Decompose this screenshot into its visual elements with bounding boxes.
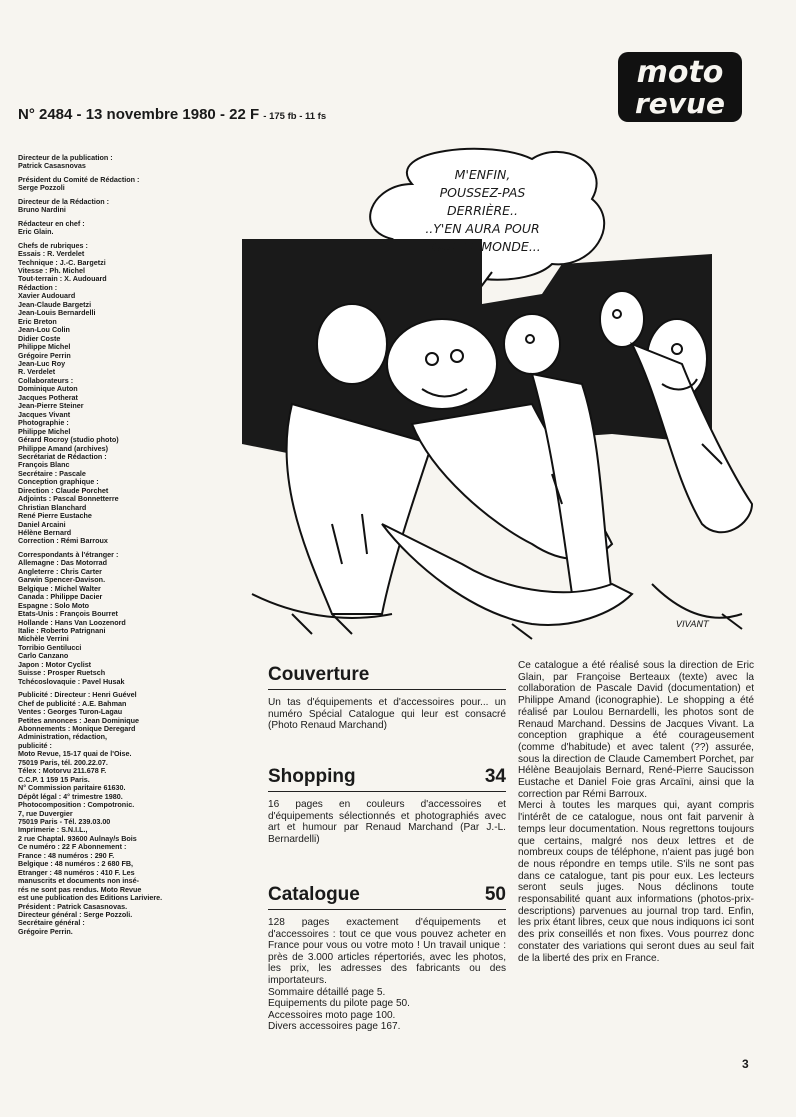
masthead-line: C.C.P. 1 159 15 Paris. <box>18 775 90 784</box>
section-page: 50 <box>484 884 506 905</box>
section-heading <box>268 884 506 910</box>
masthead-line: Angleterre : Chris Carter <box>18 567 102 576</box>
masthead-line: Ventes : Georges Turon-Lagau <box>18 708 123 717</box>
masthead-line: Jean-Pierre Steiner <box>18 402 84 411</box>
section-title: Catalogue <box>268 884 360 905</box>
section-heading <box>268 766 506 792</box>
page-ref: Divers accessoires page 167. <box>268 1021 401 1033</box>
masthead-line: Secrétaire : Pascale <box>18 469 86 478</box>
logo-line2: revue <box>635 87 725 120</box>
page-ref: Equipements du pilote page 50. <box>268 998 410 1010</box>
masthead-line: 7, rue Duvergier <box>18 809 73 818</box>
masthead-line: Ce numéro : 22 F Abonnement : <box>18 843 127 852</box>
logo-line1: moto <box>636 55 724 90</box>
section-text: Un tas d'équipements et d'accessoires pour... un numéro Spécial Catalogue qui leur est consacré (Photo Renaud Marchand) <box>268 697 506 732</box>
masthead-line: Adjoints : Pascal Bonnetterre <box>18 495 119 504</box>
masthead-line: Correction : Rémi Barroux <box>18 537 108 546</box>
speech-bubble-text <box>395 166 570 256</box>
masthead-line: Philippe Michel <box>18 343 71 352</box>
masthead-line: Michèle Verrini <box>18 635 69 644</box>
masthead-line: Conception graphique : <box>18 478 99 487</box>
masthead-line: Moto Revue, 15-17 quai de l'Oise. <box>18 750 132 759</box>
issue-line <box>18 106 326 123</box>
masthead-line: Secrétaire général : <box>18 919 85 928</box>
masthead-line: France : 48 numéros : 290 F. <box>18 851 115 860</box>
masthead-line: Canada : Philippe Dacier <box>18 593 103 602</box>
section-title: Shopping <box>268 766 356 787</box>
masthead-line: N° Commission paritaire 61630. <box>18 784 126 793</box>
masthead-line: Grégoire Perrin. <box>18 927 73 936</box>
page-number: 3 <box>742 1057 749 1071</box>
masthead-line: Hélène Bernard <box>18 529 72 538</box>
issue-info: N° 2484 - 13 novembre 1980 - 22 F <box>18 106 260 123</box>
masthead-line: Direction : Claude Porchet <box>18 486 109 495</box>
section-catalogue <box>268 884 506 1033</box>
masthead-line: Japon : Motor Cyclist <box>18 660 92 669</box>
speech-line: POUSSEZ-PAS <box>439 185 526 200</box>
masthead-line: Patrick Casasnovas <box>18 162 86 171</box>
masthead-line: Abonnements : Monique Deregard <box>18 725 136 733</box>
masthead-line: Jean-Louis Bernardelli <box>18 309 96 318</box>
masthead-line: Gérard Rocroy (studio photo) <box>18 436 119 445</box>
masthead-line: Dépôt légal : 4° trimestre 1980. <box>18 792 123 801</box>
masthead-line: Serge Pozzoli <box>18 184 65 193</box>
masthead-line: Xavier Audouard <box>18 292 76 301</box>
section-text: 16 pages en couleurs d'accessoires et d'équipements sélectionnés et photographiés avec art et humour par Renaud Marchand (Par J.-L. Bernardelli) <box>268 799 506 845</box>
section-heading <box>268 664 506 690</box>
masthead-line: Photographie : <box>18 419 69 428</box>
masthead-line: Italie : Roberto Patrignani <box>18 627 106 636</box>
masthead-line: Jacques Potherat <box>18 393 78 402</box>
speech-line: TOUT LE MONDE... <box>424 239 541 254</box>
masthead-line: Télex : Motorvu 211.678 F. <box>18 767 107 776</box>
masthead-line: Carlo Canzano <box>18 652 69 661</box>
section-text: 128 pages exactement d'équipements et d'accessoires : tout ce que vous pouvez acheter en France pour vous ou votre moto ! Un travail unique : près de 3.000 articles répertoriés, avec les photos, les prix, les adresses des fabricants ou des importateurs. <box>268 917 506 986</box>
masthead-line: Chefs de rubriques : <box>18 241 88 250</box>
masthead-line: Jean-Lou Colin <box>18 326 70 335</box>
masthead-line: rés ne sont pas rendus. Moto Revue <box>18 885 142 894</box>
section-page: 34 <box>484 766 506 787</box>
masthead-line: Vitesse : Ph. Michel <box>18 266 85 275</box>
masthead-line: Daniel Arcaini <box>18 520 66 529</box>
masthead-line: Allemagne : Das Motorrad <box>18 559 108 568</box>
masthead-line: Jean-Claude Bargetzi <box>18 300 92 309</box>
masthead-line: Didier Coste <box>18 334 61 343</box>
masthead-line: Secrétariat de Rédaction : <box>18 452 107 461</box>
issue-prices: - 175 fb - 11 fs <box>263 111 327 122</box>
masthead-line: Hollande : Hans Van Loozenord <box>18 618 126 627</box>
masthead-line: Eric Glain. <box>18 228 54 237</box>
masthead-line: Christian Blanchard <box>18 503 87 512</box>
paragraph: Merci à toutes les marques qui, ayant compris l'intérêt de ce catalogue, nous ont fait parvenir à temps leur documentation. Nous regrettons toujours que certains, malgré nos deux lettres et de nombreux coups de téléphone, n'aient pas jugé bon de nous répondre en temps utile. S'ils ne sont pas dans ce catalogue, tant pis pour eux. Les lecteurs seront seuls juges. Nous déclinons toute responsabilité quant aux informations (photos-prix-descriptions) parvenues au journal trop tard. Enfin, les prix étant libres, ceux que nous indiquons ici sont des prix conseillés et non fixes. Vous pourrez donc constater des variations qui seront dues au seul fait de la liberté des prix en France. <box>518 800 754 964</box>
masthead-line: Philippe Michel <box>18 427 71 436</box>
masthead-line: Rédaction : <box>18 283 58 292</box>
masthead-line: Essais : R. Verdelet <box>18 250 85 259</box>
page-ref: Sommaire détaillé page 5. <box>268 986 386 998</box>
paragraph: Ce catalogue a été réalisé sous la direction de Eric Glain, par Françoise Berteaux (texte) avec la collaboration de Pascale David (documentation) et Philippe Amand (iconographie). Le shopping a été réalisé par Loulou Bernardelli, les photos sont de Renaud Marchand. Dessins de Jacques Vivant. La conception graphique a été courageusement (comme d'habitude) et avec talent (??) assurée, sous la direction de Claude Camembert Porchet, par Hélène Beaujolais Bernard, René-Pierre Saucisson Eustache et Daniel Foie gras Arcaïni, ainsi que la correction par Rémi Barroux. <box>518 660 754 800</box>
masthead-line: Tchécoslovaquie : Pavel Husak <box>18 677 125 686</box>
section-page-list <box>268 987 506 1033</box>
masthead-line: 75019 Paris, tél. 200.22.07. <box>18 758 108 767</box>
masthead-line: Photocomposition : Compotronic. <box>18 801 135 810</box>
section-title: Couverture <box>268 664 370 685</box>
masthead-line: Dominique Auton <box>18 385 78 394</box>
masthead-line: Publicité : Directeur : Henri Guével <box>18 691 137 700</box>
masthead-line: Etats-Unis : François Bourret <box>18 610 118 619</box>
page-ref: Accessoires moto page 100. <box>268 1009 396 1021</box>
masthead-line: Petites annonces : Jean Dominique <box>18 716 140 725</box>
masthead-line: Torribio Gentilucci <box>18 643 82 652</box>
masthead-line: est une publication des Editions Lariviere. <box>18 894 163 903</box>
masthead-line: 75019 Paris - Tél. 239.03.00 <box>18 817 111 826</box>
masthead-line: Directeur de la publication : <box>18 154 113 162</box>
masthead-line: Directeur général : Serge Pozzoli. <box>18 910 133 919</box>
section-couverture <box>268 664 506 732</box>
masthead-line: Tout-terrain : X. Audouard <box>18 275 107 284</box>
masthead-line: François Blanc <box>18 461 70 470</box>
speech-line: DERRIÈRE.. <box>446 203 518 218</box>
masthead-line: Garwin Spencer-Davison. <box>18 576 106 585</box>
masthead-line: Technique : J.-C. Bargetzi <box>18 258 106 267</box>
masthead-line: Administration, rédaction, <box>18 733 108 742</box>
section-shopping <box>268 766 506 845</box>
masthead-line: manuscrits et documents non insé- <box>18 877 140 886</box>
masthead-line: Eric Breton <box>18 317 57 326</box>
artist-signature: VIVANT <box>676 620 709 630</box>
masthead-line: Président : Patrick Casasnovas. <box>18 902 128 911</box>
masthead-line: Espagne : Solo Moto <box>18 601 90 610</box>
speech-line: ..Y'EN AURA POUR <box>425 221 540 236</box>
masthead-line: Suisse : Prosper Ruetsch <box>18 669 106 678</box>
masthead-credits <box>18 154 223 936</box>
masthead-line: Belgique : Michel Walter <box>18 584 101 593</box>
speech-line: M'ENFIN, <box>454 167 511 182</box>
masthead-line: Chef de publicité : A.E. Bahman <box>18 699 127 708</box>
masthead-line: 2 rue Chaptal. 93600 Aulnay/s Bois <box>18 834 137 843</box>
moto-revue-logo <box>616 50 744 124</box>
masthead-line: Directeur de la Rédaction : <box>18 197 110 206</box>
masthead-line: Grégoire Perrin <box>18 351 71 360</box>
masthead-line: Collaborateurs : <box>18 376 74 385</box>
masthead-line: Philippe Amand (archives) <box>18 444 108 453</box>
masthead-line: Rédacteur en chef : <box>18 219 85 228</box>
credits-paragraphs <box>518 660 754 964</box>
masthead-line: Jacques Vivant <box>18 410 71 419</box>
masthead-line: René Pierre Eustache <box>18 512 92 521</box>
masthead-line: Etranger : 48 numéros : 410 F. Les <box>18 868 135 877</box>
masthead-line: Président du Comité de Rédaction : <box>18 175 140 184</box>
masthead-line: Correspondants à l'étranger : <box>18 550 119 559</box>
masthead-line: Bruno Nardini <box>18 206 66 215</box>
masthead-line: Jean-Luc Roy <box>18 359 66 368</box>
masthead-line: R. Verdelet <box>18 368 56 377</box>
masthead-line: Belgique : 48 numéros : 2 680 FB, <box>18 860 134 869</box>
masthead-line: Imprimerie : S.N.I.L., <box>18 826 88 835</box>
masthead-line: publicité : <box>18 741 52 750</box>
